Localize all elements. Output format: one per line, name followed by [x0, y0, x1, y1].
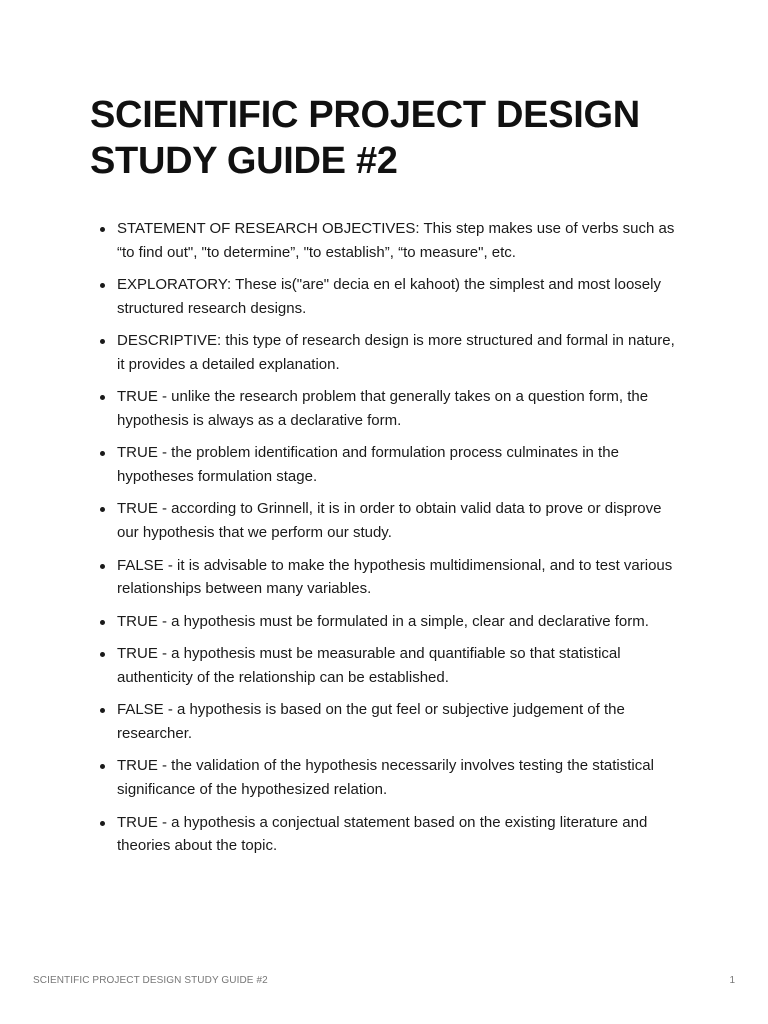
study-guide-list [117, 217, 677, 867]
footer-running-title: SCIENTIFIC PROJECT DESIGN STUDY GUIDE #2 [33, 975, 268, 986]
footer-page-number: 1 [729, 975, 735, 986]
list-item: TRUE - the problem identification and formulation process culminates in the hypotheses formulation stage. [117, 441, 677, 488]
title-line-2: STUDY GUIDE #2 [90, 140, 398, 182]
list-item: DESCRIPTIVE: this type of research design is more structured and formal in nature, it provides a detailed explanation. [117, 329, 677, 376]
list-item: TRUE - the validation of the hypothesis necessarily involves testing the statistical significance of the hypothesized relation. [117, 754, 677, 801]
list-item: FALSE - a hypothesis is based on the gut feel or subjective judgement of the researcher. [117, 698, 677, 745]
list-item: TRUE - a hypothesis must be measurable and quantifiable so that statistical authenticity of the relationship can be established. [117, 642, 677, 689]
title-line-1: SCIENTIFIC PROJECT DESIGN [90, 94, 640, 136]
page-title [90, 92, 690, 184]
list-item: STATEMENT OF RESEARCH OBJECTIVES: This step makes use of verbs such as “to find out", "to determine”, "to establish”, “to measure", etc. [117, 217, 677, 264]
list-item: TRUE - according to Grinnell, it is in order to obtain valid data to prove or disprove our hypothesis that we perform our study. [117, 497, 677, 544]
list-item: EXPLORATORY: These is("are" decia en el kahoot) the simplest and most loosely structured research designs. [117, 273, 677, 320]
list-item: TRUE - unlike the research problem that generally takes on a question form, the hypothesis is always as a declarative form. [117, 385, 677, 432]
list-item: TRUE - a hypothesis a conjectual statement based on the existing literature and theories about the topic. [117, 811, 677, 858]
list-item: TRUE - a hypothesis must be formulated in a simple, clear and declarative form. [117, 610, 677, 634]
list-item: FALSE - it is advisable to make the hypothesis multidimensional, and to test various relationships between many variables. [117, 554, 677, 601]
